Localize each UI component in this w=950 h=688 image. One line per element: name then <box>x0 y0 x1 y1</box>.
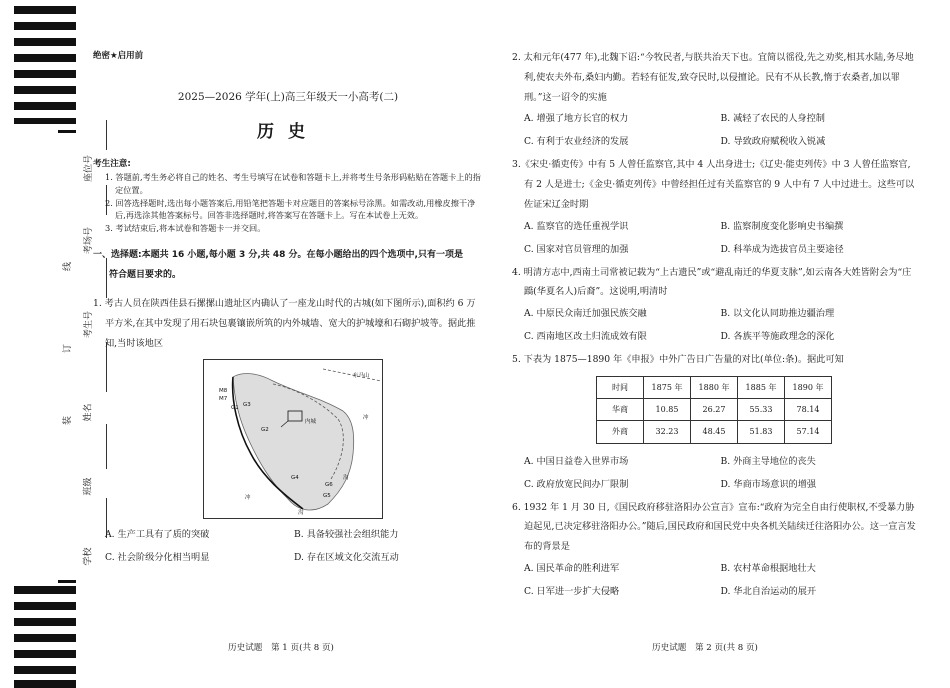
table-header-row <box>597 377 832 399</box>
section-title-cont: 符合题目要求的。 <box>109 270 182 281</box>
question-4 <box>512 263 917 349</box>
table-cell: 华商 <box>597 399 644 421</box>
option-c: C. 日军进一步扩大侵略 <box>524 585 620 597</box>
left-page <box>93 48 483 569</box>
binding-mark-line: 线 <box>63 261 74 272</box>
right-page <box>512 48 917 603</box>
option-c: C. 有利于农业经济的发展 <box>524 136 629 148</box>
question-5 <box>512 350 917 495</box>
binding-mark-staple: 订 <box>63 343 74 354</box>
option-d: D. 导致政府赋税收入锐减 <box>720 136 826 148</box>
table-cell: 1885 年 <box>738 377 785 399</box>
table-cell: 1880 年 <box>691 377 738 399</box>
map-label: G5 <box>323 493 331 500</box>
map-label: G4 <box>291 475 299 482</box>
left-footer: 历史试题 第 1 页(共 8 页) <box>228 643 334 653</box>
options <box>93 523 483 569</box>
options <box>512 107 917 153</box>
table-cell: 时间 <box>597 377 644 399</box>
table-row <box>597 399 832 421</box>
option-c: C. 社会阶级分化相当明显 <box>105 552 210 564</box>
question-1 <box>93 294 483 569</box>
advert-table <box>596 376 832 444</box>
option-d: D. 华商市场意识的增强 <box>720 478 817 490</box>
table-cell: 57.14 <box>785 421 832 443</box>
question-stem: 4. 明清方志中,西南土司常被记载为“上古遗民”或“避乱南迁的华夏支脉”,如云南各大姓皆附会为“庄蹻(华夏名人)后裔”。这说明,明清时 <box>512 266 912 298</box>
table-cell: 51.83 <box>738 421 785 443</box>
options <box>512 302 917 348</box>
option-a: A. 中国日益卷入世界市场 <box>524 455 629 467</box>
right-footer: 历史试题 第 2 页(共 8 页) <box>652 643 758 653</box>
option-a: A. 国民革命的胜利进军 <box>524 562 620 574</box>
options <box>512 450 917 496</box>
option-a: A. 生产工具有了质的突破 <box>105 529 210 541</box>
confidential-mark: 绝密★启用前 <box>93 51 144 61</box>
map-label: 内城 <box>305 419 317 426</box>
option-d: D. 存在区域文化交流互动 <box>294 552 399 564</box>
question-stem: 5. 下表为 1875—1890 年《申报》中外广告日广告量的对比(单位:条)。据此可知 <box>512 354 844 366</box>
option-a: A. 监察官的选任重视学识 <box>524 220 629 232</box>
map-label: G1 <box>231 405 239 412</box>
exam-room-label: 考场号 <box>84 226 95 255</box>
binding-mark-bind: 装 <box>63 415 74 426</box>
map-label: 东马山 <box>353 373 370 380</box>
option-b: B. 监察制度变化影响史书编撰 <box>720 220 844 232</box>
option-d: D. 各族平等施政理念的深化 <box>720 331 835 343</box>
table-cell: 1890 年 <box>785 377 832 399</box>
option-c: C. 政府放宽民间办厂限制 <box>524 478 629 490</box>
table-cell: 外商 <box>597 421 644 443</box>
question-2 <box>512 48 917 153</box>
option-c: C. 国家对官员管理的加强 <box>524 243 629 255</box>
exam-title: 2025—2026 学年(上)高三年级天一小高考(二) <box>177 91 399 104</box>
school-label: 学校 <box>83 547 94 566</box>
table-cell: 1875 年 <box>644 377 691 399</box>
map-label: G2 <box>261 427 269 434</box>
table-cell: 26.27 <box>691 399 738 421</box>
option-c: C. 西南地区改土归流成效有限 <box>524 331 647 343</box>
subject-title: 历史 <box>257 122 319 143</box>
notice-item: 2. 回答选择题时,选出每小题答案后,用铅笔把答题卡对应题目的答案标号涂黑。如需改动,用橡皮擦干净后,再选涂其他答案标号。回答非选择题时,将答案写在答题卡上。写在本试卷上无效。 <box>105 197 476 221</box>
table-cell: 10.85 <box>644 399 691 421</box>
notice-item: 3. 考试结束后,将本试卷和答题卡一并交回。 <box>105 222 266 233</box>
cut-marks <box>64 0 76 688</box>
options <box>512 557 917 603</box>
map-label: 沟 <box>343 475 349 482</box>
candidate-number-label: 考生号 <box>84 310 95 339</box>
option-b: B. 以文化认同助推边疆治理 <box>720 308 835 320</box>
table-cell: 55.33 <box>738 399 785 421</box>
option-b: B. 减轻了农民的人身控制 <box>720 113 825 125</box>
option-a: A. 中原民众南迁加强民族交融 <box>524 308 647 320</box>
map-label: M8 <box>219 388 228 395</box>
map-label: 冲 <box>363 415 369 422</box>
table-row <box>597 421 832 443</box>
question-6 <box>512 498 917 603</box>
table-cell: 78.14 <box>785 399 832 421</box>
option-b: B. 农村革命根据地壮大 <box>720 562 816 574</box>
option-b: B. 外商主导地位的丧失 <box>720 455 816 467</box>
map-label: G3 <box>243 402 251 409</box>
map-label: 沟 <box>298 510 304 517</box>
table-cell: 32.23 <box>644 421 691 443</box>
section-title: 一、选择题:本题共 16 小题,每小题 3 分,共 48 分。在每小题给出的四个选项中,只有一项是 <box>93 249 463 260</box>
options <box>512 215 917 261</box>
notice-item: 1. 答题前,考生务必将自己的姓名、考生号填写在试卷和答题卡上,并将考生号条形码粘贴在答题卡上的指定位置。 <box>105 172 481 195</box>
option-d: D. 科举成为选拔官员主要途径 <box>720 243 844 255</box>
seat-number-label: 座位号 <box>84 154 95 183</box>
option-d: D. 华北自治运动的展开 <box>720 585 817 597</box>
question-stem: 6. 1932 年 1 月 30 日,《国民政府移驻洛阳办公宣言》宣布:“政府为完全自由行使职权,不受暴力胁迫起见,已决定移驻洛阳办公。”随后,国民政府和国民党中央各机关陆续迁往洛阳办公。这一宣言发布的背景是 <box>512 501 916 553</box>
question-stem: 1. 考古人员在陕西佳县石摞摞山遗址区内确认了一座龙山时代的古城(如下图所示),面积约 6 万平方米,在其中发现了用石块包裹镶嵌所筑的内外城墙、宽大的护城壕和石砌护坡等。据此推知,当时该地区 <box>93 297 476 349</box>
option-b: B. 具备较强社会组织能力 <box>294 529 399 541</box>
notice-heading: 考生注意: <box>93 158 131 169</box>
option-a: A. 增强了地方长官的权力 <box>524 113 629 125</box>
map-label: G6 <box>325 482 333 489</box>
question-3 <box>512 155 917 260</box>
map-label: M7 <box>219 396 228 403</box>
site-map-figure <box>203 359 383 519</box>
question-stem: 2. 太和元年(477 年),北魏下诏:“今牧民者,与朕共治天下也。宜简以徭役,先之劝奖,相其水陆,务尽地利,使农夫外布,桑妇内勤。若轻有征发,致夺民时,以侵擅论。民有不从长教,惰于农桑者,加以罪刑。”这一诏令的实施 <box>512 52 914 103</box>
name-label: 姓名 <box>83 403 94 422</box>
table-cell: 48.45 <box>691 421 738 443</box>
question-stem: 3.《宋史·循吏传》中有 5 人曾任监察官,其中 4 人出身进士;《辽史·能吏列传》中 3 人曾任监察官,有 2 人是进士;《金史·循吏列传》中曾经担任过有关监察官的 9 人中有 7 人中过进士。这些可以佐证宋辽金时期 <box>512 159 915 210</box>
map-label: 冲 <box>245 495 251 502</box>
class-label: 班级 <box>83 477 94 496</box>
